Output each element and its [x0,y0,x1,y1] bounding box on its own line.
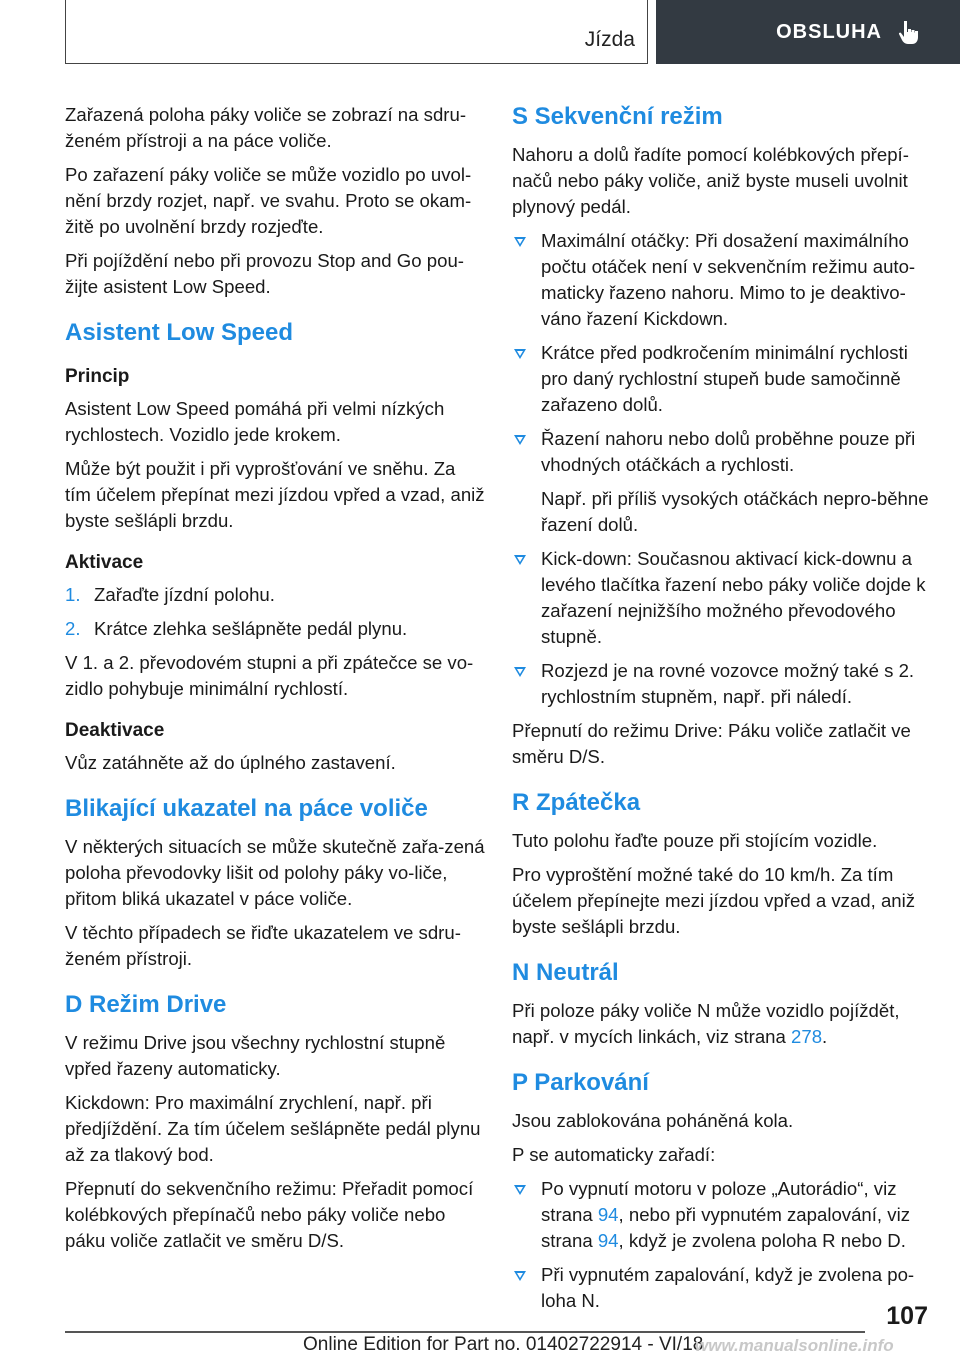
drive-paragraph-2: Kickdown: Pro maximální zrychlení, např. při předjíždění. Za tím účelem sešlápněte pedál plynu až za tlakový bod. [65,1092,481,1165]
list-item [512,546,932,650]
section-title: Jízda [584,28,635,51]
watermark: www.manualsonline.info [695,1336,894,1355]
list-item [512,658,932,710]
aktivace-heading: Aktivace [65,552,144,573]
list-item [512,228,932,332]
step-text: Krátce zlehka sešlápněte pedál plynu. [94,618,408,639]
drive-heading: D Režim Drive [65,991,227,1018]
page-link-94[interactable]: 94 [597,1230,619,1251]
neutral-paragraph [512,998,932,1050]
bullet-text: Maximální otáčky: Při dosažení maximálního počtu otáček není v sekvenčním režimu auto‐maticky řazeno nahoru. Mimo to je deaktivo‐váno řazení Kickdown. [541,230,916,329]
step-text: Zařaďte jízdní polohu. [94,584,275,605]
bullet-triangle-icon [514,435,526,445]
bullet-triangle-icon [514,237,526,247]
aktivace-paragraph: V 1. a 2. převodovém stupni a při zpátečce se vo‐zidlo pohybuje minimální rychlostí. [65,652,474,699]
reverse-paragraph-1: Tuto polohu řaďte pouze při stojícím vozidle. [512,830,878,851]
princip-heading: Princip [65,366,130,387]
list-item [65,616,485,642]
intro-paragraph-3: Při pojíždění nebo při provozu Stop and Go pou‐žijte asistent Low Speed. [65,250,464,297]
page-link-94[interactable]: 94 [597,1204,619,1225]
footer-divider [65,1331,865,1333]
page-number: 107 [886,1302,928,1330]
neutral-heading: N Neutrál [512,959,619,986]
bullet-text: , nebo při vypnutém zapalování, viz strana [541,1204,910,1251]
low-speed-heading: Asistent Low Speed [65,319,294,346]
park-bullets [512,1176,932,1314]
left-column [65,102,485,1262]
drive-paragraph-3: Přepnutí do sekvenčního režimu: Přeřadit pomocí kolébkových přepínačů nebo páky voliče nebo páku voliče zatlačit ve směru D/S. [65,1178,474,1251]
neutral-text-end: . [822,1026,828,1047]
list-item [512,426,932,538]
princip-paragraph-2: Může být použit i při vyprošťování ve sněhu. Za tím účelem přepínat mezi jízdou vpřed a vzad, aniž byste sešlápli brzdu. [65,458,485,531]
edition-text: Online Edition for Part no. 01402722914 - VI/18 [303,1334,704,1355]
sekv-paragraph-2: Přepnutí do režimu Drive: Páku voliče zatlačit ve směru D/S. [512,720,911,767]
drive-paragraph-1: V režimu Drive jsou všechny rychlostní stupně vpřed řazeny automaticky. [65,1032,446,1079]
page-link-278[interactable]: 278 [791,1026,823,1047]
step-number: 2. [65,618,81,639]
neutral-text: Při poloze páky voliče N může vozidlo pojíždět, např. v mycích linkách, viz strana [512,1000,900,1047]
list-item [512,1262,932,1314]
bullet-subtext: Např. při příliš vysokých otáčkách nepro‐běhne řazení dolů. [541,488,929,535]
intro-paragraph-1: Zařazená poloha páky voliče se zobrazí na sdru‐ženém přístroji a na páce voliče. [65,104,467,151]
park-paragraph-2: P se automaticky zařadí: [512,1144,716,1165]
bullet-triangle-icon [514,555,526,565]
blik-paragraph-1: V některých situacích se může skutečně zařa‐zená poloha převodovky lišit od polohy páky vo‐liče, přitom bliká ukazatel v páce voliče. [65,836,485,909]
reverse-heading: R Zpátečka [512,789,641,816]
aktivace-steps [65,582,485,642]
right-column [512,102,932,1322]
sekv-paragraph-1: Nahoru a dolů řadíte pomocí kolébkových přepí‐načů nebo páky voliče, aniž byste museli uvolnit plynový pedál. [512,144,909,217]
bullet-triangle-icon [514,1271,526,1281]
blik-heading: Blikající ukazatel na páce voliče [65,795,428,822]
bullet-text: Kick-down: Současnou aktivací kick-downu a levého tlačítka řazení nebo páky voliče dojde k zařazení nejnižšího možného převodového stupně. [541,548,926,647]
list-item [512,1176,932,1254]
page-header [0,0,960,66]
bullet-text: Krátce před podkročením minimální rychlosti pro daný rychlostní stupeň bude samočinně zařazeno dolů. [541,342,908,415]
header-section-box [65,0,648,64]
list-item [65,582,485,608]
blik-paragraph-2: V těchto případech se řiďte ukazatelem ve sdru‐ženém přístroji. [65,922,461,969]
park-paragraph-1: Jsou zablokována poháněná kola. [512,1110,794,1131]
bullet-text: Řazení nahoru nebo dolů proběhne pouze při vhodných otáčkách a rychlosti. [541,428,916,475]
sekv-bullets [512,228,932,710]
bullet-text: , když je zvolena poloha R nebo D. [618,1230,906,1251]
chapter-tab [656,0,960,64]
deaktivace-paragraph: Vůz zatáhněte až do úplného zastavení. [65,752,396,773]
deaktivace-heading: Deaktivace [65,720,165,741]
chapter-title: OBSLUHA [776,20,882,43]
bullet-triangle-icon [514,1185,526,1195]
princip-paragraph-1: Asistent Low Speed pomáhá při velmi nízkých rychlostech. Vozidlo jede krokem. [65,398,445,445]
bullet-text: Při vypnutém zapalování, když je zvolena po‐loha N. [541,1264,915,1311]
list-item [512,340,932,418]
bullet-text: Po vypnutí motoru v poloze „Autorádio“, viz strana [541,1178,897,1225]
bullet-triangle-icon [514,667,526,677]
bullet-text: Rozjezd je na rovné vozovce možný také s 2. rychlostním stupněm, např. při náledí. [541,660,915,707]
step-number: 1. [65,584,81,605]
intro-paragraph-2: Po zařazení páky voliče se může vozidlo po uvol‐nění brzdy rozjet, např. ve svahu. Proto se okam‐žitě po uvolnění brzdy rozjeďte. [65,164,472,237]
sekv-heading: S Sekvenční režim [512,103,723,130]
park-heading: P Parkování [512,1069,649,1096]
reverse-paragraph-2: Pro vyproštění možné také do 10 km/h. Za tím účelem přepínejte mezi jízdou vpřed a vzad, aniž byste sešlápli brzdu. [512,864,916,937]
bullet-triangle-icon [514,349,526,359]
pointing-hand-icon [896,19,922,45]
